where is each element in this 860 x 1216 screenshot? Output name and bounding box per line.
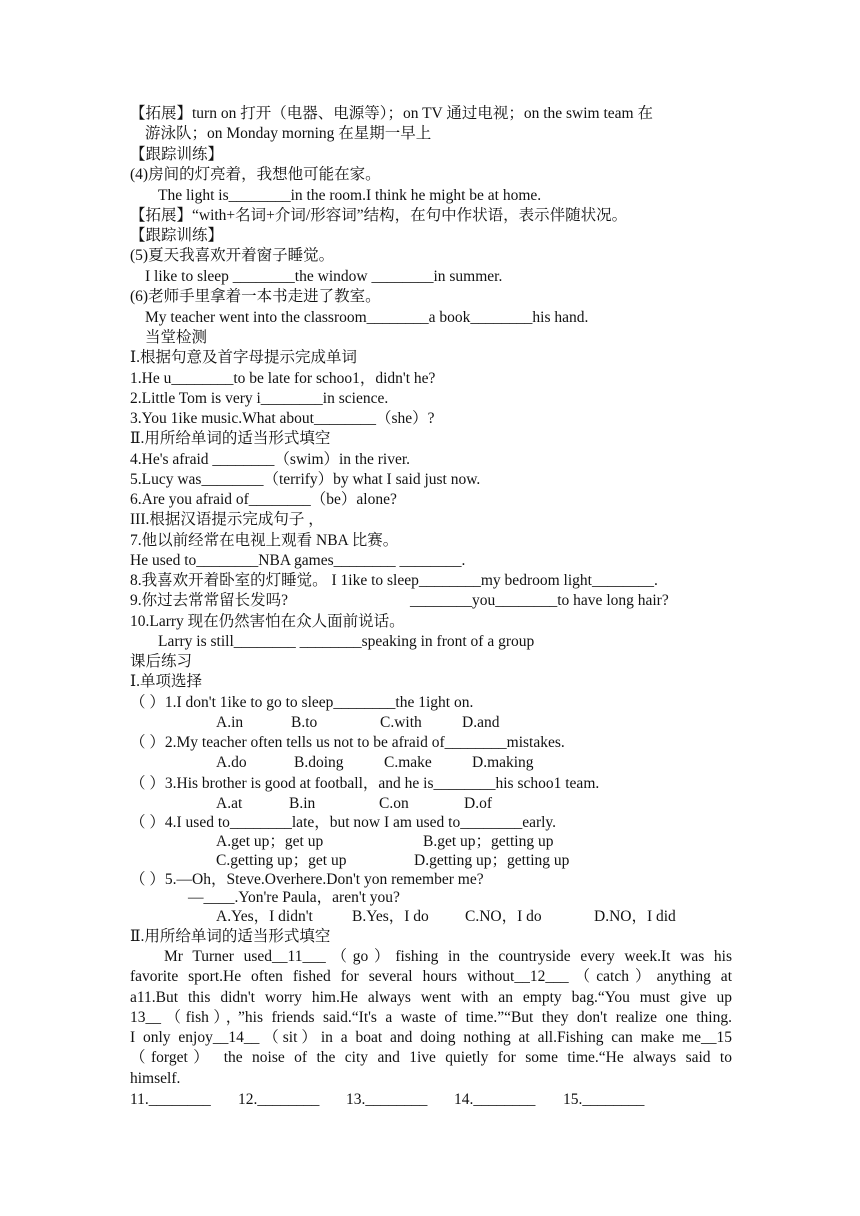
homework-heading: 课后练习 <box>130 653 193 670</box>
practice-heading: 【跟踪训练】 <box>130 146 224 163</box>
option: A.do <box>216 754 247 771</box>
test-q5: 5.Lucy was________（terrify）by what I said just now. <box>130 471 481 488</box>
option: D.getting up；getting up <box>414 852 570 869</box>
q6-english: My teacher went into the classroom________a book________his hand. <box>145 309 589 326</box>
test-q9-english: ________you________to have long hair? <box>410 592 669 609</box>
option: C.on <box>379 795 409 812</box>
section-1-heading: Ⅰ.根据句意及首字母提示完成单词 <box>130 349 357 366</box>
option: B.in <box>289 795 316 812</box>
cloze-line-6: （forget） the noise of the city and 1ive quietly for some time.“He always said to <box>130 1049 732 1066</box>
test-q7-english: He used to________NBA games________ ________. <box>130 552 466 569</box>
extension-note-1-cont: 游泳队；on Monday morning 在星期一早上 <box>145 125 432 142</box>
cloze-heading: Ⅱ.用所给单词的适当形式填空 <box>130 928 331 945</box>
mc-options-4b <box>216 851 569 871</box>
cloze-line-1: Mr Turner used__11___（go）fishing in the countryside every week.It was his <box>164 948 732 965</box>
answer-blanks <box>130 1090 644 1110</box>
answer-blank-13: 13.________ <box>346 1091 428 1108</box>
multiple-choice-heading: Ⅰ.单项选择 <box>130 673 202 690</box>
option: B.get up；getting up <box>423 833 554 850</box>
in-class-test-heading: 当堂检测 <box>145 329 208 346</box>
q5-chinese: (5)夏天我喜欢开着窗子睡觉。 <box>130 247 335 264</box>
mc-question-5: （ ）5.—Oh，Steve.Overhere.Don't yon remember me? <box>130 871 484 888</box>
mc-options-1 <box>216 713 499 733</box>
mc-options-2 <box>216 753 534 773</box>
test-q8: 8.我喜欢开着卧室的灯睡觉。 I 1ike to sleep________my bedroom light________. <box>130 572 658 589</box>
practice-heading-2: 【跟踪训练】 <box>130 227 224 244</box>
option: A.at <box>216 795 243 812</box>
mc-question-4: （ ）4.I used to________late，but now I am used to________early. <box>130 814 557 831</box>
test-q2: 2.Little Tom is very i________in science. <box>130 390 389 407</box>
cloze-line-7: himself. <box>130 1070 181 1087</box>
cloze-line-3: a11.But this didn't worry him.He always went with an empty bag.“You must give up <box>130 989 732 1006</box>
cloze-line-5: I only enjoy__14__（sit）in a boat and doing nothing at all.Fishing can make me__15 <box>130 1029 732 1046</box>
option: D.making <box>472 754 534 771</box>
option: D.NO，I did <box>594 908 676 925</box>
mc-options-5 <box>216 907 676 927</box>
mc-question-3: （ ）3.His brother is good at football，and he is________his schoo1 team. <box>130 775 600 792</box>
test-q6: 6.Are you afraid of________（be）alone? <box>130 491 397 508</box>
test-q1: 1.He u________to be late for schoo1，didn't he? <box>130 370 436 387</box>
answer-blank-11: 11.________ <box>130 1091 211 1108</box>
mc-question-5-reply: —____.Yon're Paula，aren't you? <box>188 889 400 906</box>
option: B.Yes，I do <box>352 908 429 925</box>
option: A.Yes，I didn't <box>216 908 313 925</box>
option: C.getting up；get up <box>216 852 347 869</box>
option: C.NO，I do <box>465 908 542 925</box>
option: B.doing <box>294 754 344 771</box>
option: A.in <box>216 714 244 731</box>
test-q10-english: Larry is still________ ________speaking in front of a group <box>158 633 535 650</box>
cloze-line-4: 13__（fish），”his friends said.“It's a waste of time.”“But they don't realize one thing. <box>130 1009 732 1026</box>
test-q4: 4.He's afraid ________（swim）in the river. <box>130 451 411 468</box>
section-3-heading: III.根据汉语提示完成句子 ， <box>130 511 324 528</box>
answer-blank-15: 15.________ <box>563 1091 645 1108</box>
extension-note-2: 【拓展】“with+名词+介词/形容词”结构，在句中作状语，表示伴随状况。 <box>130 207 628 224</box>
q4-chinese: (4)房间的灯亮着，我想他可能在家。 <box>130 166 381 183</box>
mc-options-3 <box>216 794 492 814</box>
option: D.of <box>464 795 492 812</box>
test-q3: 3.You 1ike music.What about________（she）? <box>130 410 435 427</box>
mc-question-2: （ ）2.My teacher often tells us not to be afraid of________mistakes. <box>130 734 565 751</box>
extension-note-1: 【拓展】turn on 打开（电器、电源等）；on TV 通过电视；on the swim team 在 <box>130 105 653 122</box>
test-q7-chinese: 7.他以前经常在电视上观看 NBA 比赛。 <box>130 532 399 549</box>
option: B.to <box>291 714 318 731</box>
mc-question-1: （ ）1.I don't 1ike to go to sleep________the 1ight on. <box>130 694 474 711</box>
answer-blank-12: 12.________ <box>238 1091 320 1108</box>
option: A.get up；get up <box>216 833 324 850</box>
section-2-heading: Ⅱ.用所给单词的适当形式填空 <box>130 430 331 447</box>
q6-chinese: (6)老师手里拿着一本书走进了教室。 <box>130 288 381 305</box>
answer-blank-14: 14.________ <box>454 1091 536 1108</box>
mc-options-4a <box>216 832 553 852</box>
option: D.and <box>462 714 500 731</box>
option: C.make <box>384 754 432 771</box>
option: C.with <box>380 714 422 731</box>
q5-english: I like to sleep ________the window ________in summer. <box>145 268 503 285</box>
test-q10-chinese: 10.Larry 现在仍然害怕在众人面前说话。 <box>130 613 405 630</box>
q4-english: The light is________in the room.I think he might be at home. <box>158 187 542 204</box>
cloze-line-2: favorite sport.He often fished for several hours without__12___（catch）anything at <box>130 968 732 985</box>
test-q9-chinese: 9.你过去常常留长发吗? <box>130 592 289 609</box>
